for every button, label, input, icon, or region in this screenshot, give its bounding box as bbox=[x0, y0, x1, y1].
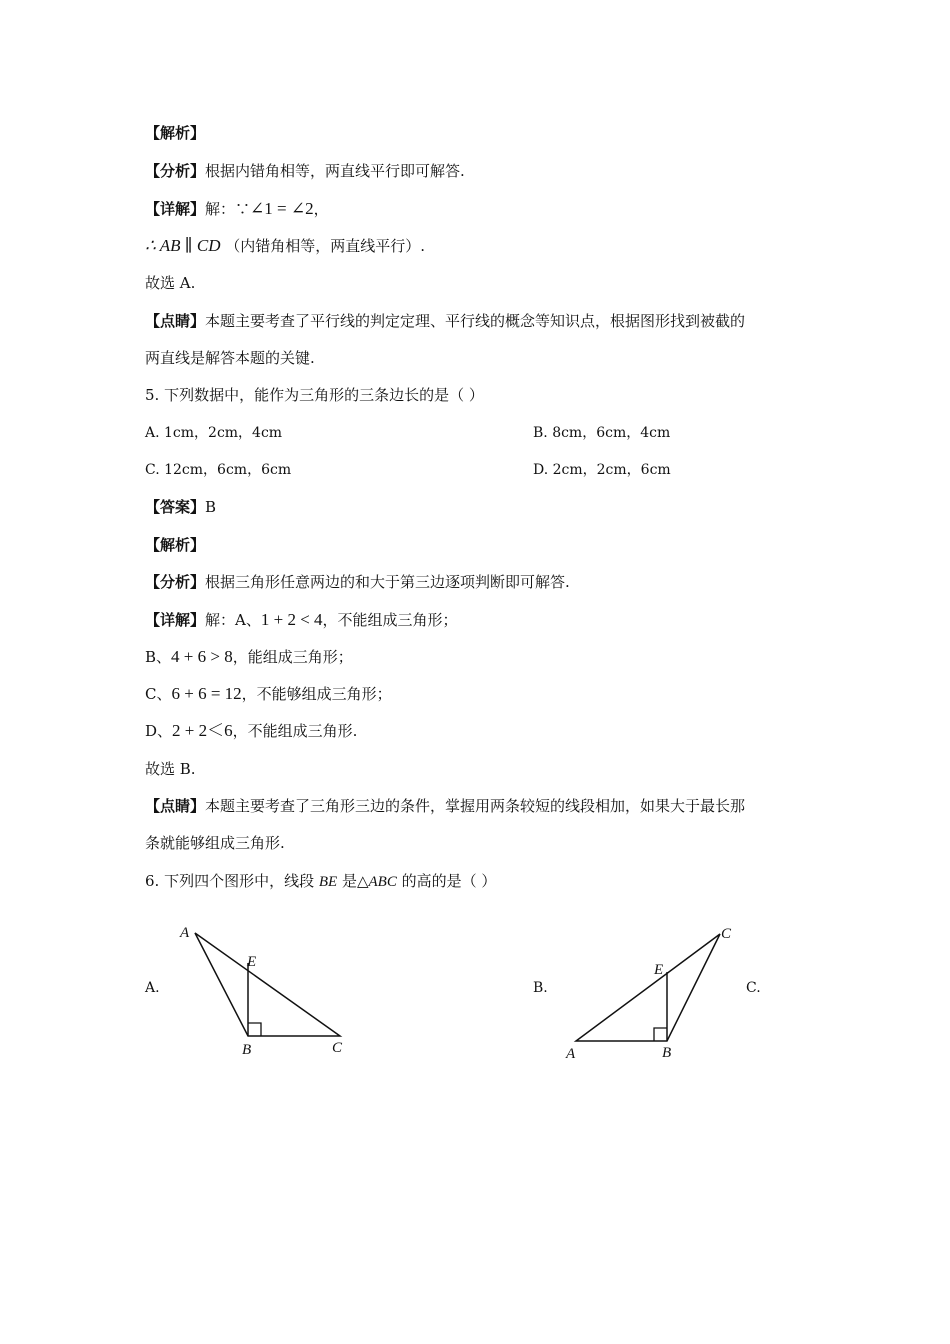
q5-xiangjie-pre: 解：A、 bbox=[205, 611, 261, 629]
fig-b-triangle bbox=[576, 934, 720, 1041]
q5-answer: B bbox=[205, 498, 217, 516]
q5-fenxi-tag: 【分析】 bbox=[145, 573, 206, 591]
fig-b-label-a: A bbox=[566, 1046, 576, 1062]
q5-option-d: D. 2cm，2cm，6cm bbox=[533, 462, 671, 478]
q6-stem-be: BE bbox=[318, 874, 338, 890]
q5-jiexi-heading: 【解析】 bbox=[145, 536, 206, 554]
q6-stem-pre: 6. 下列四个图形中，线段 bbox=[145, 872, 319, 890]
q5-xiangjie-post: ，不能组成三角形； bbox=[322, 611, 458, 629]
prev-xiangjie-pre: 解：∵ bbox=[205, 200, 251, 218]
q5-option-a: A. 1cm，2cm，4cm bbox=[145, 425, 283, 441]
fig-b-label-e: E bbox=[654, 962, 664, 978]
prev-parallel-statement: ∴ AB ∥ CD bbox=[145, 236, 221, 255]
q5-answer-line bbox=[145, 496, 216, 518]
prev-jiexi-heading: 【解析】 bbox=[145, 124, 206, 142]
q5-math-c: 6 + 6 = 12 bbox=[171, 684, 242, 703]
fig-a-label-e: E bbox=[247, 954, 257, 970]
q5-case-b bbox=[145, 646, 353, 668]
q5-case-d-pre: D、 bbox=[145, 722, 173, 740]
q5-option-b: B. 8cm，6cm，4cm bbox=[533, 425, 671, 441]
prev-dianjing-line-1 bbox=[145, 310, 745, 332]
prev-xiangjie-line bbox=[145, 198, 329, 220]
q5-math-d: 2 + 2＜6 bbox=[172, 721, 233, 740]
fig-a-label-a: A bbox=[180, 925, 190, 941]
q5-case-d bbox=[145, 720, 357, 742]
prev-fenxi-line bbox=[145, 160, 465, 182]
q5-math-b: 4 + 6 > 8 bbox=[171, 647, 233, 666]
q6-stem-mid: 是△ bbox=[337, 872, 369, 890]
q5-fenxi-text: 根据三角形任意两边的和大于第三边逐项判断即可解答. bbox=[205, 573, 570, 591]
q5-dianjing-text-1: 本题主要考查了三角形三边的条件，掌握用两条较短的线段相加，如果大于最长那 bbox=[205, 797, 746, 815]
fig-a-label-c: C bbox=[332, 1040, 343, 1056]
q5-option-c: C. 12cm，6cm，6cm bbox=[145, 462, 292, 478]
q5-case-c bbox=[145, 683, 392, 705]
fig-a-label-b: B bbox=[242, 1042, 252, 1058]
prev-dianjing-text-2: 两直线是解答本题的关键. bbox=[145, 349, 315, 367]
prev-choose: 故选 A. bbox=[145, 274, 196, 292]
prev-xiangjie-tag: 【详解】 bbox=[145, 200, 206, 218]
q6-stem bbox=[145, 870, 496, 893]
fig-b-right-angle-mark bbox=[654, 1028, 667, 1041]
q5-case-c-pre: C、 bbox=[145, 685, 172, 703]
prev-xiangjie-post: ， bbox=[313, 200, 329, 218]
q5-case-b-pre: B、 bbox=[145, 648, 172, 666]
prev-angle-equation: ∠1 = ∠2 bbox=[250, 199, 314, 218]
q6-figure-b bbox=[560, 920, 750, 1065]
q5-choose: 故选 B. bbox=[145, 760, 196, 778]
prev-fenxi-text: 根据内错角相等，两直线平行即可解答. bbox=[205, 162, 465, 180]
fig-a-triangle bbox=[195, 933, 340, 1036]
q5-stem: 5. 下列数据中，能作为三角形的三条边长的是（ ） bbox=[145, 386, 484, 404]
q6-stem-abc: ABC bbox=[368, 874, 397, 890]
prev-therefore-line bbox=[145, 235, 425, 257]
fig-a-right-angle-mark bbox=[248, 1023, 261, 1036]
q5-xiangjie-line bbox=[145, 609, 458, 631]
prev-fenxi-tag: 【分析】 bbox=[145, 162, 206, 180]
fig-b-label-c: C bbox=[721, 926, 732, 942]
q6-stem-post: 的高的是（ ） bbox=[396, 872, 497, 890]
prev-dianjing-tag: 【点睛】 bbox=[145, 312, 206, 330]
q5-case-c-post: ，不能够组成三角形； bbox=[241, 685, 392, 703]
q5-case-b-post: ，能组成三角形； bbox=[232, 648, 353, 666]
prev-dianjing-text-1: 本题主要考查了平行线的判定定理、平行线的概念等知识点，根据图形找到被截的 bbox=[205, 312, 746, 330]
fig-b-label-b: B bbox=[662, 1045, 672, 1061]
q5-answer-tag: 【答案】 bbox=[145, 498, 206, 516]
q6-figure-a bbox=[170, 915, 360, 1060]
q5-dianjing-tag: 【点睛】 bbox=[145, 797, 206, 815]
prev-therefore-reason: （内错角相等，两直线平行）. bbox=[225, 237, 426, 255]
q5-xiangjie-tag: 【详解】 bbox=[145, 611, 206, 629]
q6-option-b-label: B. bbox=[533, 980, 548, 996]
q5-math-a: 1 + 2 < 4 bbox=[260, 610, 323, 629]
q6-option-c-label: C. bbox=[746, 980, 761, 996]
q5-dianjing-text-2: 条就能够组成三角形. bbox=[145, 834, 285, 852]
q5-case-d-post: ，不能组成三角形. bbox=[232, 722, 358, 740]
q6-option-a-label: A. bbox=[145, 980, 160, 996]
q5-fenxi-line bbox=[145, 571, 570, 593]
q5-dianjing-line-1 bbox=[145, 795, 745, 817]
